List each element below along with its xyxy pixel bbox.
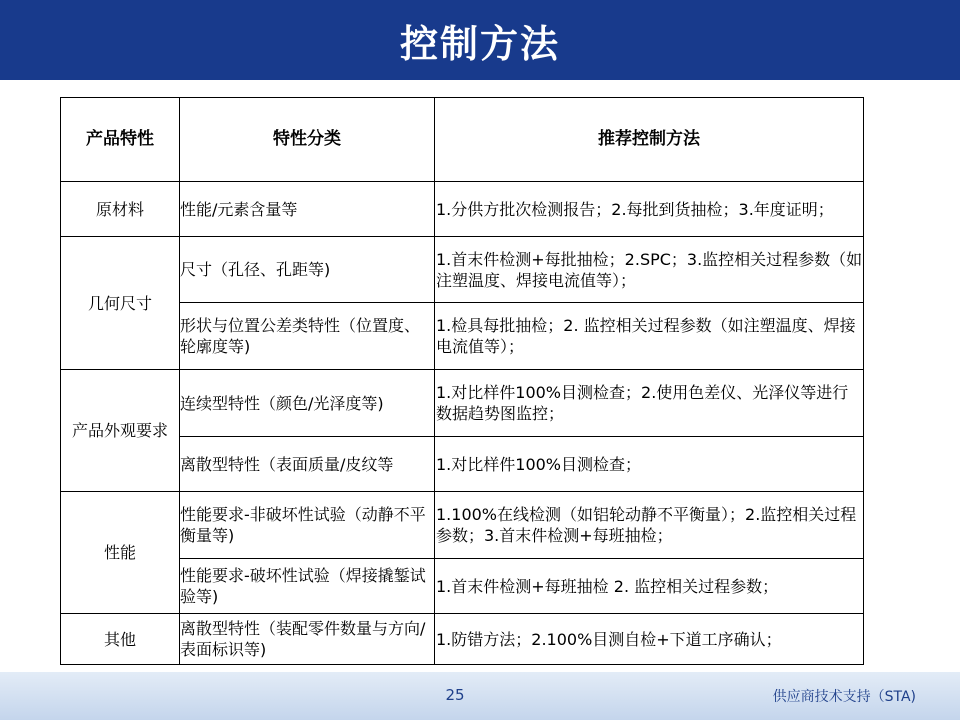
table-row bbox=[61, 492, 864, 559]
method-cell: 1.首末件检测+每批抽检；2.SPC；3.监控相关过程参数（如注塑温度、焊接电流值等）； bbox=[435, 237, 864, 303]
property-cell: 几何尺寸 bbox=[61, 237, 180, 370]
category-cell: 连续型特性（颜色/光泽度等) bbox=[180, 370, 435, 437]
method-cell: 1.防错方法；2.100%目测自检+下道工序确认； bbox=[435, 614, 864, 665]
table-row bbox=[61, 614, 864, 665]
property-cell: 其他 bbox=[61, 614, 180, 665]
table-header-row bbox=[61, 98, 864, 182]
category-cell: 性能要求-破坏性试验（焊接撬錾试验等) bbox=[180, 559, 435, 614]
method-cell: 1.对比样件100%目测检查； bbox=[435, 437, 864, 492]
table-row bbox=[61, 559, 864, 614]
category-cell: 性能/元素含量等 bbox=[180, 182, 435, 237]
method-cell: 1.首末件检测+每班抽检 2. 监控相关过程参数； bbox=[435, 559, 864, 614]
property-cell: 原材料 bbox=[61, 182, 180, 237]
property-cell: 产品外观要求 bbox=[61, 370, 180, 492]
method-cell: 1.对比样件100%目测检查；2.使用色差仪、光泽仪等进行数据趋势图监控； bbox=[435, 370, 864, 437]
slide-title: 控制方法 bbox=[399, 21, 560, 66]
header-product-property: 产品特性 bbox=[61, 98, 180, 182]
category-cell: 尺寸（孔径、孔距等) bbox=[180, 237, 435, 303]
header-property-category: 特性分类 bbox=[180, 98, 435, 182]
method-cell: 1.检具每批抽检；2. 监控相关过程参数（如注塑温度、焊接电流值等）； bbox=[435, 303, 864, 370]
category-cell: 离散型特性（装配零件数量与方向/表面标识等) bbox=[180, 614, 435, 665]
property-cell: 性能 bbox=[61, 492, 180, 614]
title-bar bbox=[0, 0, 960, 80]
category-cell: 形状与位置公差类特性（位置度、轮廓度等) bbox=[180, 303, 435, 370]
method-cell: 1.100%在线检测（如铝轮动静不平衡量）；2.监控相关过程参数；3.首末件检测+每班抽检； bbox=[435, 492, 864, 559]
header-control-method: 推荐控制方法 bbox=[435, 98, 864, 182]
table-row bbox=[61, 237, 864, 303]
method-cell: 1.分供方批次检测报告；2.每批到货抽检；3.年度证明； bbox=[435, 182, 864, 237]
table-row bbox=[61, 303, 864, 370]
control-methods-table bbox=[60, 97, 864, 665]
footer-label: 供应商技术支持（STA) bbox=[772, 689, 916, 705]
table-row bbox=[61, 182, 864, 237]
table-row bbox=[61, 437, 864, 492]
category-cell: 性能要求-非破坏性试验（动静不平衡量等) bbox=[180, 492, 435, 559]
table-row bbox=[61, 370, 864, 437]
category-cell: 离散型特性（表面质量/皮纹等 bbox=[180, 437, 435, 492]
page-number: 25 bbox=[445, 686, 465, 704]
